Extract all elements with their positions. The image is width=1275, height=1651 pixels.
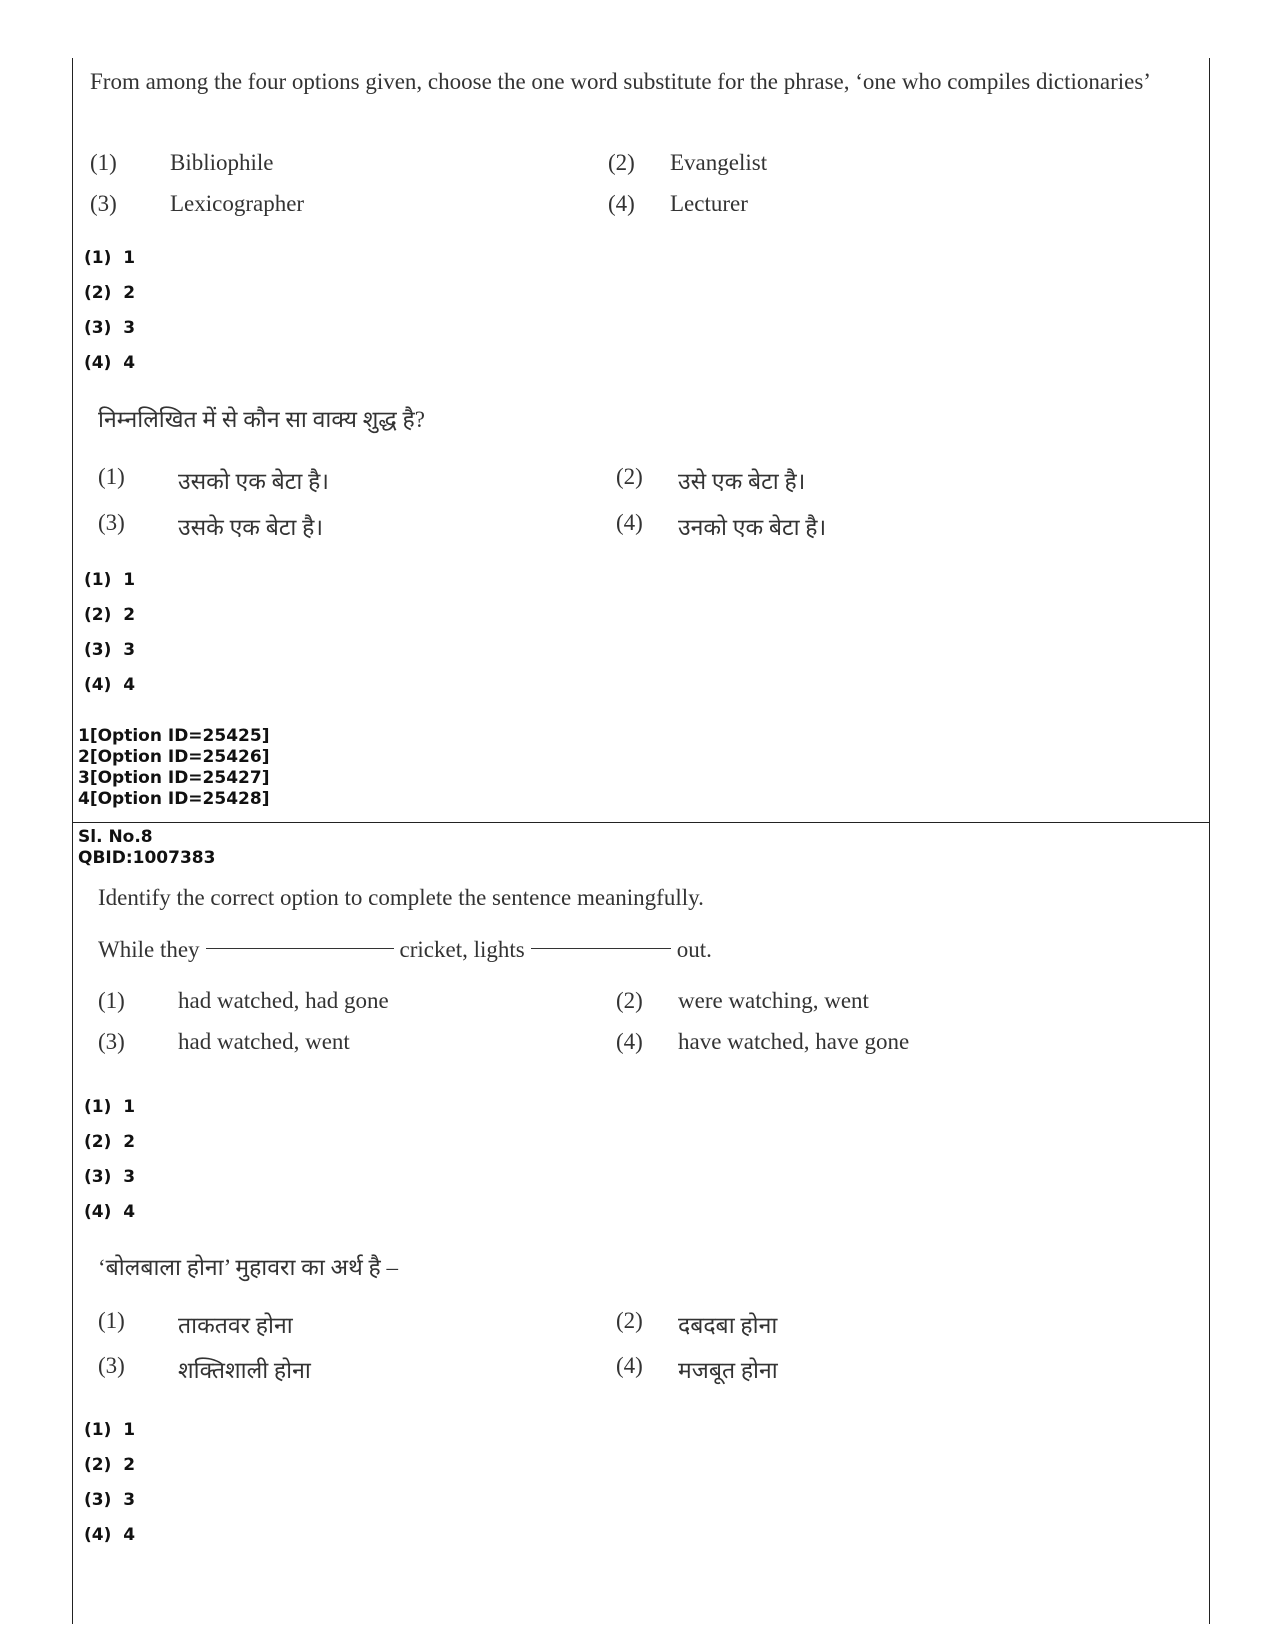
q2-option-1-text: उसको एक बेटा है। — [178, 469, 330, 494]
q2-option-2-text: उसे एक बेटा है। — [678, 469, 806, 494]
q1-option-4-num: (4) — [608, 191, 635, 216]
q1-option-1-num: (1) — [90, 150, 117, 175]
question-4-text: ‘बोलबाला होना’ मुहावरा का अर्थ है – — [98, 1255, 399, 1280]
q3-option-2-text: were watching, went — [678, 988, 869, 1013]
sentence-part-2: cricket, lights — [399, 937, 525, 962]
q1-answer-3[interactable]: (3) 3 — [84, 318, 136, 338]
q3-answer-1[interactable]: (1) 1 — [84, 1097, 136, 1117]
q2-answer-1[interactable]: (1) 1 — [84, 570, 136, 590]
question-3-sentence — [98, 934, 712, 965]
q3-option-1-num: (1) — [98, 988, 125, 1013]
q1-option-2-text: Evangelist — [670, 150, 768, 175]
q3-option-4-num: (4) — [616, 1029, 643, 1054]
q4-option-2-text: दबदबा होना — [678, 1313, 778, 1338]
q2-answer-2[interactable]: (2) 2 — [84, 605, 136, 625]
option-id-4: 4[Option ID=25428] — [78, 789, 270, 809]
q2-option-2-num: (2) — [616, 464, 643, 489]
q3-option-3-text: had watched, went — [178, 1029, 350, 1054]
q3-option-4-text: have watched, have gone — [678, 1029, 910, 1054]
q1-answer-4[interactable]: (4) 4 — [84, 353, 136, 373]
blank-2 — [531, 948, 671, 949]
q2-option-4-text: उनको एक बेटा है। — [678, 515, 827, 540]
q4-option-1-num: (1) — [98, 1308, 125, 1333]
q1-option-2-num: (2) — [608, 150, 635, 175]
sentence-part-3: out. — [676, 937, 712, 962]
q4-option-3-num: (3) — [98, 1353, 125, 1378]
q2-option-4-num: (4) — [616, 510, 643, 535]
section-divider — [72, 822, 1210, 823]
q4-answer-3[interactable]: (3) 3 — [84, 1490, 136, 1510]
q4-option-4-text: मजबूत होना — [678, 1358, 778, 1383]
sentence-part-1: While they — [98, 937, 200, 962]
q2-answer-4[interactable]: (4) 4 — [84, 675, 136, 695]
q3-option-1-text: had watched, had gone — [178, 988, 389, 1013]
serial-number: Sl. No.8 — [78, 827, 153, 847]
q1-answer-1[interactable]: (1) 1 — [84, 248, 136, 268]
option-id-1: 1[Option ID=25425] — [78, 726, 270, 746]
q3-answer-3[interactable]: (3) 3 — [84, 1167, 136, 1187]
page-frame — [72, 58, 1210, 1624]
q3-option-2-num: (2) — [616, 988, 643, 1013]
q1-option-3-num: (3) — [90, 191, 117, 216]
q2-answer-3[interactable]: (3) 3 — [84, 640, 136, 660]
q4-answer-2[interactable]: (2) 2 — [84, 1455, 136, 1475]
q2-option-3-num: (3) — [98, 510, 125, 535]
question-1-text: From among the four options given, choose the one word substitute for the phrase, ‘one who compiles dictionaries’ — [90, 69, 1151, 94]
q1-answer-2[interactable]: (2) 2 — [84, 283, 136, 303]
q1-option-1-text: Bibliophile — [170, 150, 274, 175]
q1-option-4-text: Lecturer — [670, 191, 748, 216]
question-bank-id: QBID:1007383 — [78, 848, 216, 868]
q3-option-3-num: (3) — [98, 1029, 125, 1054]
option-id-2: 2[Option ID=25426] — [78, 747, 270, 767]
q4-answer-4[interactable]: (4) 4 — [84, 1525, 136, 1545]
q3-answer-4[interactable]: (4) 4 — [84, 1202, 136, 1222]
option-id-3: 3[Option ID=25427] — [78, 768, 270, 788]
q4-option-4-num: (4) — [616, 1353, 643, 1378]
q2-option-3-text: उसके एक बेटा है। — [178, 515, 324, 540]
question-2-text: निम्नलिखित में से कौन सा वाक्य शुद्ध है? — [98, 407, 425, 432]
q4-answer-1[interactable]: (1) 1 — [84, 1420, 136, 1440]
blank-1 — [206, 948, 394, 949]
q4-option-2-num: (2) — [616, 1308, 643, 1333]
q1-option-3-text: Lexicographer — [170, 191, 305, 216]
q4-option-1-text: ताकतवर होना — [178, 1313, 293, 1338]
q3-answer-2[interactable]: (2) 2 — [84, 1132, 136, 1152]
question-3-text: Identify the correct option to complete the sentence meaningfully. — [98, 885, 704, 910]
q4-option-3-text: शक्तिशाली होना — [178, 1358, 311, 1383]
q2-option-1-num: (1) — [98, 464, 125, 489]
